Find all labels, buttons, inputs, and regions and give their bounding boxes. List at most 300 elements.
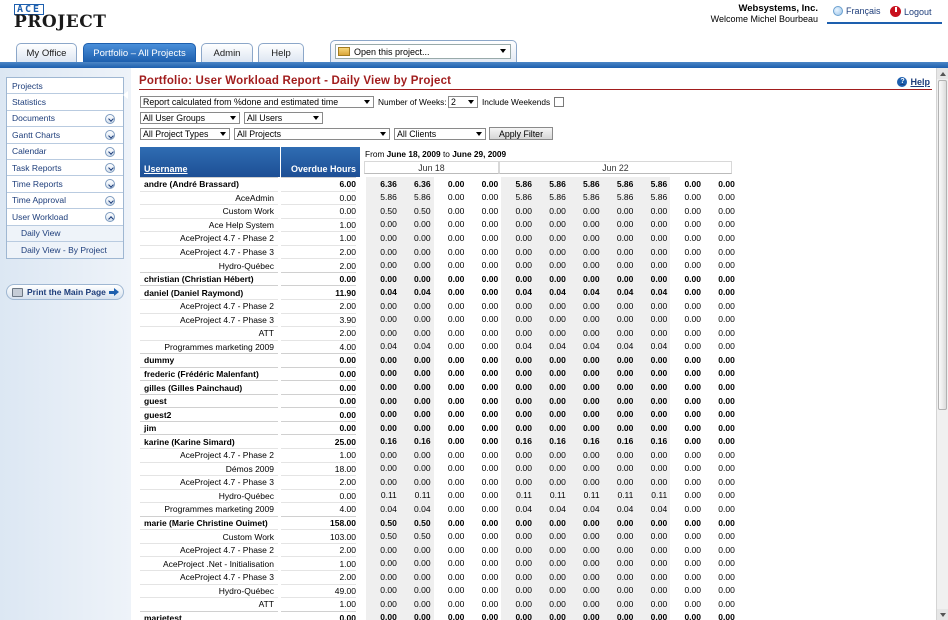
tab-portfolio-label: Portfolio – All Projects [93, 47, 186, 59]
username-cell[interactable]: marietest [140, 611, 278, 620]
day-hours-cell: 0.00 [583, 219, 600, 230]
day-hours-cell: 0.11 [380, 490, 397, 501]
day-hours-cell: 0.00 [718, 246, 735, 257]
day-hours-cell: 0.00 [650, 463, 668, 474]
day-hours-cell: 0.00 [650, 382, 668, 393]
day-hours-cell: 0.00 [481, 395, 499, 406]
day-hours-cell: 5.86 [616, 178, 634, 189]
projects-value: All Projects [237, 129, 281, 139]
users-select[interactable] [244, 112, 323, 124]
sidebar-subitem-daily-view-by-project[interactable] [7, 242, 123, 258]
day-hours-cell: 0.00 [718, 327, 735, 338]
overdue-hours-cell: 2.00 [281, 326, 356, 340]
day-hours-cell: 0.04 [583, 341, 600, 352]
day-hours-cell: 0.04 [515, 503, 532, 514]
day-hours-cell: 0.00 [684, 260, 701, 271]
day-hours-cell: 0.50 [414, 205, 431, 216]
day-hours-cell: 0.00 [515, 598, 532, 609]
day-hours-cell: 0.00 [684, 571, 701, 582]
sidebar-item-time-reports[interactable] [7, 176, 123, 192]
day-hours-cell: 0.00 [481, 287, 499, 298]
day-hours-cell: 0.00 [414, 585, 431, 596]
day-hours-cell: 0.11 [549, 490, 566, 501]
app-header [0, 0, 948, 62]
day-hours-cell: 0.00 [549, 558, 566, 569]
globe-icon [833, 6, 843, 16]
username-cell[interactable]: dummy [140, 353, 278, 367]
sidebar [0, 68, 131, 620]
username-cell[interactable]: jim [140, 421, 278, 435]
day-hours-cell: 0.04 [650, 503, 668, 514]
company-name: Websystems, Inc. [738, 3, 818, 14]
user-groups-select[interactable] [140, 112, 240, 124]
day-hours-cell: 0.00 [481, 463, 499, 474]
collapse-icon[interactable] [105, 212, 115, 222]
day-hours-cell: 0.00 [447, 476, 465, 487]
day-hours-cell: 0.00 [447, 205, 465, 216]
day-hours-cell: 0.00 [481, 571, 499, 582]
day-hours-cell: 0.00 [718, 382, 735, 393]
project-name-cell: ATT [140, 326, 278, 340]
day-hours-cell: 0.00 [616, 260, 634, 271]
overdue-hours-column-header: Overdue Hours [281, 147, 360, 177]
day-hours-cell: 0.00 [481, 382, 499, 393]
day-hours-cell: 0.00 [515, 260, 532, 271]
day-hours-cell: 0.00 [583, 558, 600, 569]
aceproject-logo[interactable] [14, 4, 107, 32]
project-row [140, 191, 735, 205]
scroll-up-button[interactable] [937, 68, 948, 79]
day-hours-cell: 0.00 [549, 300, 566, 311]
overdue-hours-cell: 0.00 [281, 611, 356, 620]
print-main-page-button[interactable] [6, 284, 124, 300]
project-row [140, 340, 735, 354]
day-hours-cell: 0.00 [583, 246, 600, 257]
day-hours-cell: 0.00 [616, 314, 634, 325]
day-hours-cell: 0.00 [380, 422, 397, 433]
sidebar-item-label: Calendar [12, 146, 47, 157]
day-hours-cell: 0.00 [481, 422, 499, 433]
day-hours-cell: 0.00 [447, 300, 465, 311]
day-hours-cell: 0.00 [650, 219, 668, 230]
day-hours-cell: 0.04 [380, 287, 397, 298]
day-hours-cell: 0.00 [718, 395, 735, 406]
project-row [140, 529, 735, 543]
sidebar-item-gantt-charts[interactable] [7, 127, 123, 143]
day-hours-cell: 0.00 [414, 598, 431, 609]
sidebar-item-label: Documents [12, 113, 55, 124]
include-weekends-checkbox[interactable] [554, 97, 564, 107]
day-hours-cell: 0.00 [718, 314, 735, 325]
day-hours-cell: 0.00 [447, 327, 465, 338]
day-hours-cell: 0.00 [718, 558, 735, 569]
chevron-down-icon [476, 132, 482, 136]
day-hours-cell: 0.04 [549, 287, 566, 298]
day-hours-cell: 0.00 [616, 517, 634, 528]
day-hours-cell: 0.00 [583, 463, 600, 474]
user-row [140, 434, 735, 448]
day-hours-cell: 0.00 [380, 354, 397, 365]
day-hours-cell: 0.00 [447, 341, 465, 352]
day-hours-cell: 0.00 [447, 544, 465, 555]
day-hours-cell: 0.00 [684, 531, 701, 542]
project-name-cell: Programmes marketing 2009 [140, 340, 278, 354]
collapse-sidebar-icon[interactable] [122, 88, 129, 102]
logo-ace-text: ACE [14, 4, 44, 15]
day-hours-cell: 0.00 [650, 232, 668, 243]
project-name-cell: AceProject 4.7 - Phase 2 [140, 448, 278, 462]
day-hours-cell: 0.00 [583, 585, 600, 596]
day-hours-cell: 5.86 [650, 192, 668, 203]
day-hours-cell: 0.00 [380, 273, 397, 284]
day-hours-cell: 0.00 [684, 598, 701, 609]
project-types-select[interactable] [140, 128, 230, 140]
day-hours-cell: 0.00 [650, 327, 668, 338]
day-hours-cell: 5.86 [549, 178, 566, 189]
chevron-down-icon [380, 132, 386, 136]
day-hours-cell: 0.00 [684, 558, 701, 569]
day-hours-cell: 0.00 [616, 558, 634, 569]
day-hours-cell: 0.00 [684, 476, 701, 487]
day-hours-cell: 0.00 [718, 598, 735, 609]
sidebar-item-task-reports[interactable] [7, 160, 123, 176]
day-hours-cell: 0.00 [549, 571, 566, 582]
open-project-select[interactable] [335, 44, 511, 59]
logo-project-text: PROJECT [14, 12, 107, 32]
date-range [365, 149, 506, 159]
project-row [140, 299, 735, 313]
sidebar-item-time-approval[interactable] [7, 193, 123, 209]
overdue-hours-cell: 49.00 [281, 584, 356, 598]
day-hours-cell: 0.00 [549, 246, 566, 257]
day-hours-cell: 0.00 [481, 205, 499, 216]
day-hours-cell: 0.00 [447, 490, 465, 501]
include-weekends-label: Include Weekends [482, 97, 551, 107]
project-name-cell: AceProject 4.7 - Phase 2 [140, 299, 278, 313]
day-hours-cell: 0.00 [515, 585, 532, 596]
project-row [140, 245, 735, 259]
user-row [140, 353, 735, 367]
welcome-text: Welcome Michel Bourbeau [710, 14, 818, 24]
day-hours-cell: 0.00 [414, 232, 431, 243]
day-hours-cell: 5.86 [549, 192, 566, 203]
day-hours-cell: 0.00 [684, 395, 701, 406]
day-hours-cell: 0.00 [718, 531, 735, 542]
sidebar-menu [6, 77, 124, 259]
project-row [140, 313, 735, 327]
tab-admin[interactable] [201, 43, 253, 62]
sidebar-item-statistics[interactable] [7, 94, 123, 110]
scroll-down-button[interactable] [937, 609, 948, 620]
day-hours-cell: 0.00 [515, 463, 532, 474]
day-hours-cell: 0.00 [684, 368, 701, 379]
expand-icon[interactable] [105, 130, 115, 140]
day-hours-cell: 5.86 [380, 192, 397, 203]
day-hours-cell: 0.00 [447, 409, 465, 420]
arrow-down-icon [940, 613, 946, 617]
user-row [140, 367, 735, 381]
help-link[interactable] [897, 77, 930, 87]
day-hours-cell: 0.00 [583, 409, 600, 420]
project-row [140, 570, 735, 584]
language-link-label: Français [846, 6, 881, 16]
day-hours-cell: 0.00 [650, 422, 668, 433]
day-hours-cell: 0.00 [583, 368, 600, 379]
day-hours-cell: 0.00 [414, 395, 431, 406]
day-hours-cell: 0.16 [583, 436, 600, 447]
scrollbar-thumb[interactable] [938, 80, 947, 410]
week-header-jun-22: Jun 22 [499, 161, 732, 174]
day-hours-cell: 0.00 [549, 517, 566, 528]
sidebar-item-label: Projects [12, 80, 43, 91]
vertical-scrollbar[interactable] [936, 68, 948, 620]
calculation-select-value: Report calculated from %done and estimated time [143, 97, 339, 107]
sidebar-item-label: Time Approval [12, 195, 67, 206]
username-cell[interactable]: guest [140, 394, 278, 408]
sidebar-item-documents[interactable] [7, 111, 123, 127]
day-hours-cell: 0.00 [650, 558, 668, 569]
tab-help-label: Help [271, 47, 291, 59]
day-hours-cell: 0.00 [481, 517, 499, 528]
day-hours-cell: 0.00 [650, 273, 668, 284]
chevron-down-icon [468, 100, 474, 104]
day-hours-cell: 0.00 [718, 192, 735, 203]
calculation-select[interactable] [140, 96, 374, 108]
tab-portfolio[interactable] [83, 43, 196, 62]
day-hours-cell: 0.00 [583, 598, 600, 609]
expand-icon[interactable] [105, 147, 115, 157]
day-hours-cell: 0.16 [650, 436, 668, 447]
day-hours-cell: 0.16 [616, 436, 634, 447]
day-hours-cell: 0.04 [380, 503, 397, 514]
username-cell[interactable]: marie (Marie Christine Ouimet) [140, 516, 278, 530]
day-hours-cell: 0.00 [515, 449, 532, 460]
day-hours-cell: 0.00 [718, 232, 735, 243]
day-hours-cell: 0.04 [583, 287, 600, 298]
sidebar-item-projects[interactable] [7, 78, 123, 94]
project-name-cell: Custom Work [140, 204, 278, 218]
sidebar-item-label: Statistics [12, 97, 47, 108]
expand-icon[interactable] [105, 179, 115, 189]
day-hours-cell: 0.00 [718, 287, 735, 298]
day-hours-cell: 0.04 [414, 341, 431, 352]
logout-link[interactable] [890, 6, 932, 17]
day-hours-cell: 0.00 [380, 246, 397, 257]
sidebar-item-label: Task Reports [12, 162, 62, 173]
day-hours-cell: 0.00 [380, 476, 397, 487]
weeks-select[interactable] [448, 96, 478, 108]
sidebar-item-calendar[interactable] [7, 144, 123, 160]
day-hours-cell: 0.00 [616, 395, 634, 406]
day-hours-cell: 0.00 [414, 260, 431, 271]
day-hours-cell: 0.04 [414, 287, 431, 298]
username-cell[interactable]: frederic (Frédéric Malenfant) [140, 367, 278, 381]
day-hours-cell: 0.04 [549, 503, 566, 514]
clients-select[interactable] [394, 128, 486, 140]
apply-filter-button[interactable]: Apply Filter [489, 127, 553, 140]
title-underline [139, 89, 932, 90]
day-hours-cell: 0.00 [616, 409, 634, 420]
language-link[interactable] [833, 6, 881, 16]
day-hours-cell: 6.36 [380, 178, 397, 189]
project-row [140, 326, 735, 340]
day-hours-cell: 0.00 [549, 205, 566, 216]
project-name-cell: Hydro-Québec [140, 584, 278, 598]
day-hours-cell: 0.00 [650, 409, 668, 420]
day-hours-cell: 0.00 [718, 300, 735, 311]
day-hours-cell: 0.00 [650, 260, 668, 271]
day-hours-cell: 0.04 [515, 341, 532, 352]
day-hours-cell: 0.00 [447, 246, 465, 257]
day-hours-cell: 0.00 [414, 422, 431, 433]
day-hours-cell: 0.00 [616, 219, 634, 230]
day-hours-cell: 0.00 [515, 395, 532, 406]
day-hours-cell: 0.00 [583, 395, 600, 406]
day-hours-cell: 0.00 [549, 409, 566, 420]
expand-icon[interactable] [105, 114, 115, 124]
user-row [140, 177, 735, 191]
day-hours-cell: 0.11 [414, 490, 431, 501]
day-hours-cell: 0.00 [515, 273, 532, 284]
clients-value: All Clients [397, 129, 437, 139]
username-cell[interactable]: christian (Christian Hébert) [140, 272, 278, 286]
day-hours-cell: 0.00 [515, 409, 532, 420]
overdue-hours-cell: 2.00 [281, 570, 356, 584]
day-hours-cell: 0.00 [616, 598, 634, 609]
username-cell[interactable]: daniel (Daniel Raymond) [140, 285, 278, 299]
project-row [140, 218, 735, 232]
day-hours-cell: 0.00 [481, 558, 499, 569]
overdue-hours-cell: 6.00 [281, 177, 356, 191]
day-hours-cell: 0.00 [515, 327, 532, 338]
day-hours-cell: 0.00 [515, 246, 532, 257]
day-hours-cell: 0.00 [650, 314, 668, 325]
day-hours-cell: 0.00 [583, 327, 600, 338]
user-row [140, 285, 735, 299]
day-hours-cell: 0.00 [616, 232, 634, 243]
day-hours-cell: 0.00 [616, 476, 634, 487]
project-name-cell: AceProject 4.7 - Phase 3 [140, 313, 278, 327]
overdue-hours-cell: 0.00 [281, 353, 356, 367]
overdue-hours-cell: 0.00 [281, 272, 356, 286]
day-hours-cell: 0.00 [616, 422, 634, 433]
tab-my-office[interactable] [16, 43, 77, 62]
sidebar-item-label: Gantt Charts [12, 129, 61, 140]
day-hours-cell: 0.00 [549, 598, 566, 609]
day-hours-cell: 0.00 [549, 531, 566, 542]
day-hours-cell: 0.00 [549, 544, 566, 555]
day-hours-cell: 0.00 [380, 409, 397, 420]
overdue-hours-cell: 4.00 [281, 502, 356, 516]
day-hours-cell: 0.00 [515, 571, 532, 582]
day-hours-cell: 0.00 [616, 544, 634, 555]
power-icon [890, 6, 901, 17]
username-cell[interactable]: gilles (Gilles Painchaud) [140, 380, 278, 394]
overdue-hours-cell: 0.00 [281, 407, 356, 421]
day-hours-cell: 0.00 [481, 490, 499, 501]
day-hours-cell: 0.00 [380, 558, 397, 569]
sidebar-subitem-daily-view[interactable] [7, 226, 123, 242]
project-row [140, 475, 735, 489]
day-hours-cell: 0.00 [447, 571, 465, 582]
sidebar-subitem-label: Daily View [21, 228, 61, 239]
day-hours-cell: 0.00 [549, 422, 566, 433]
project-types-value: All Project Types [143, 129, 209, 139]
overdue-hours-cell: 1.00 [281, 448, 356, 462]
printer-icon [12, 288, 23, 297]
day-hours-cell: 0.00 [684, 192, 701, 203]
user-row [140, 611, 735, 620]
day-hours-cell: 0.00 [515, 314, 532, 325]
day-hours-cell: 0.00 [650, 544, 668, 555]
day-hours-cell: 0.16 [549, 436, 566, 447]
username-cell[interactable]: guest2 [140, 407, 278, 421]
day-hours-cell: 0.00 [684, 273, 701, 284]
tab-help[interactable] [258, 43, 304, 62]
project-name-cell: AceProject 4.7 - Phase 3 [140, 245, 278, 259]
day-hours-cell: 0.04 [549, 341, 566, 352]
sidebar-item-user-workload[interactable] [7, 209, 123, 225]
project-row [140, 204, 735, 218]
day-hours-cell: 0.00 [549, 449, 566, 460]
day-hours-cell: 0.04 [650, 287, 668, 298]
day-hours-cell: 0.00 [414, 327, 431, 338]
day-hours-cell: 6.36 [414, 178, 431, 189]
day-hours-cell: 0.00 [583, 205, 600, 216]
expand-icon[interactable] [105, 196, 115, 206]
day-hours-cell: 0.00 [549, 612, 566, 620]
username-column-header[interactable]: Username [140, 147, 280, 177]
day-hours-cell: 0.00 [650, 395, 668, 406]
day-hours-cell: 0.00 [414, 273, 431, 284]
project-row [140, 448, 735, 462]
expand-icon[interactable] [105, 163, 115, 173]
day-hours-cell: 0.00 [447, 422, 465, 433]
day-hours-cell: 0.00 [481, 585, 499, 596]
projects-select[interactable] [234, 128, 390, 140]
day-hours-cell: 0.00 [515, 544, 532, 555]
project-row [140, 231, 735, 245]
day-hours-cell: 5.86 [515, 192, 532, 203]
day-hours-cell: 0.00 [718, 178, 735, 189]
day-hours-cell: 0.00 [650, 571, 668, 582]
day-hours-cell: 0.00 [515, 354, 532, 365]
day-hours-cell: 0.00 [481, 260, 499, 271]
day-hours-cell: 0.00 [380, 571, 397, 582]
day-hours-cell: 0.00 [616, 205, 634, 216]
day-hours-cell: 0.00 [481, 354, 499, 365]
day-hours-cell: 0.00 [549, 260, 566, 271]
day-hours-cell: 0.00 [414, 463, 431, 474]
day-hours-cell: 0.50 [380, 517, 397, 528]
day-hours-cell: 0.00 [684, 382, 701, 393]
username-cell[interactable]: andre (André Brassard) [140, 177, 278, 191]
chevron-down-icon [230, 116, 236, 120]
day-hours-cell: 0.00 [414, 219, 431, 230]
day-hours-cell: 0.00 [549, 368, 566, 379]
day-hours-cell: 0.00 [515, 368, 532, 379]
day-hours-cell: 0.00 [481, 219, 499, 230]
day-hours-cell: 0.00 [447, 287, 465, 298]
day-hours-cell: 5.86 [414, 192, 431, 203]
day-hours-cell: 0.00 [616, 463, 634, 474]
day-hours-cell: 0.00 [481, 178, 499, 189]
day-hours-cell: 0.00 [447, 585, 465, 596]
username-cell[interactable]: karine (Karine Simard) [140, 434, 278, 448]
day-hours-cell: 0.00 [481, 300, 499, 311]
day-hours-cell: 0.00 [414, 544, 431, 555]
weeks-select-value: 2 [451, 97, 456, 107]
